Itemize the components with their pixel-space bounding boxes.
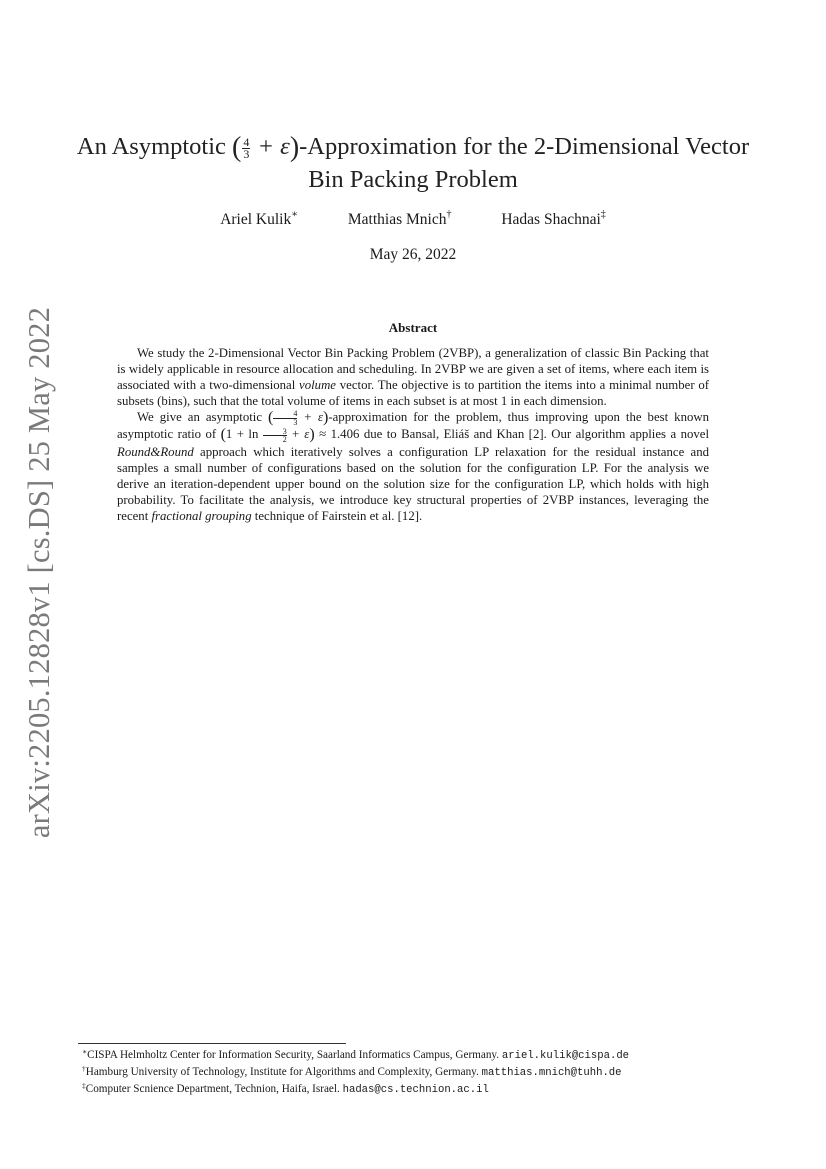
- paper-title: [60, 131, 766, 196]
- abstract-body: [117, 345, 709, 524]
- arxiv-identifier: arXiv:2205.12828v1 [cs.DS] 25 May 2022: [22, 306, 57, 839]
- abstract-heading: Abstract: [388, 320, 438, 335]
- footnote: ∗CISPA Helmholtz Center for Information Security, Saarland Informatics Campus, Germany. ariel.kulik@cispa.de: [82, 1047, 630, 1062]
- footnote: †Hamburg University of Technology, Institute for Algorithms and Complexity, Germany. matthias.mnich@tuhh.de: [82, 1064, 622, 1079]
- footnote-mark: ∗: [291, 209, 299, 220]
- author: Hadas Shachnai‡: [501, 209, 606, 228]
- author-list: [0, 211, 826, 229]
- email-link[interactable]: ariel.kulik@cispa.de: [501, 1050, 630, 1062]
- author: Ariel Kulik∗: [220, 209, 299, 228]
- footnotes: [82, 1047, 782, 1098]
- email-link[interactable]: hadas@cs.technion.ac.il: [342, 1084, 489, 1096]
- publication-date: May 26, 2022: [369, 246, 457, 263]
- title-line-1: An Asymptotic ( $\frac{4}{3}$ + ε)-Approximation for the 2-Dimensional Vector: [76, 132, 750, 163]
- abstract-paragraph-1: We study the 2-Dimensional Vector Bin Packing Problem (2VBP), a generalization of classic Bin Packing that is widely applicable in resource allocation and scheduling. In 2VBP we are given a set of items, where each item is associated with a two-dimensional volume vector. The objective is to partition the items into a minimal number of subsets (bins), such that the total volume of items in each subset is at most 1 in each dimension.: [117, 346, 709, 409]
- title-line-2: Bin Packing Problem: [308, 166, 518, 193]
- footnote: ‡Computer Scnience Department, Technion, Haifa, Israel. hadas@cs.technion.ac.il: [82, 1081, 489, 1096]
- abstract-paragraph-2: We give an asymptotic ( $\frac{4}{3}$ + ε)-approximation for the problem, thus improving upon the best known asymptotic ratio of (1 + ln $\frac{3}{2}$ + ε) ≈ 1.406 due to Bansal, Eliáš and Khan [2]. Our algorithm applies a novel Round&Round approach which iteratively solves a configuration LP relaxation for the residual instance and samples a small number of configurations based on the solution for the configuration LP. For the analysis we derive an iteration-dependent upper bound on the solution size for the configuration LP, which holds with high probability. To facilitate the analysis, we introduce key structural properties of 2VBP instances, leveraging the recent fractional grouping technique of Fairstein et al. [12].: [117, 409, 710, 523]
- email-link[interactable]: matthias.mnich@tuhh.de: [481, 1067, 622, 1079]
- footnote-rule: [78, 1043, 346, 1044]
- arxiv-stamp: [20, 306, 60, 839]
- author: Matthias Mnich†: [347, 209, 452, 228]
- title-fraction: $\frac{4}{3}$: [243, 134, 250, 161]
- footnote-mark: ‡: [600, 209, 606, 220]
- footnote-mark: †: [446, 209, 452, 220]
